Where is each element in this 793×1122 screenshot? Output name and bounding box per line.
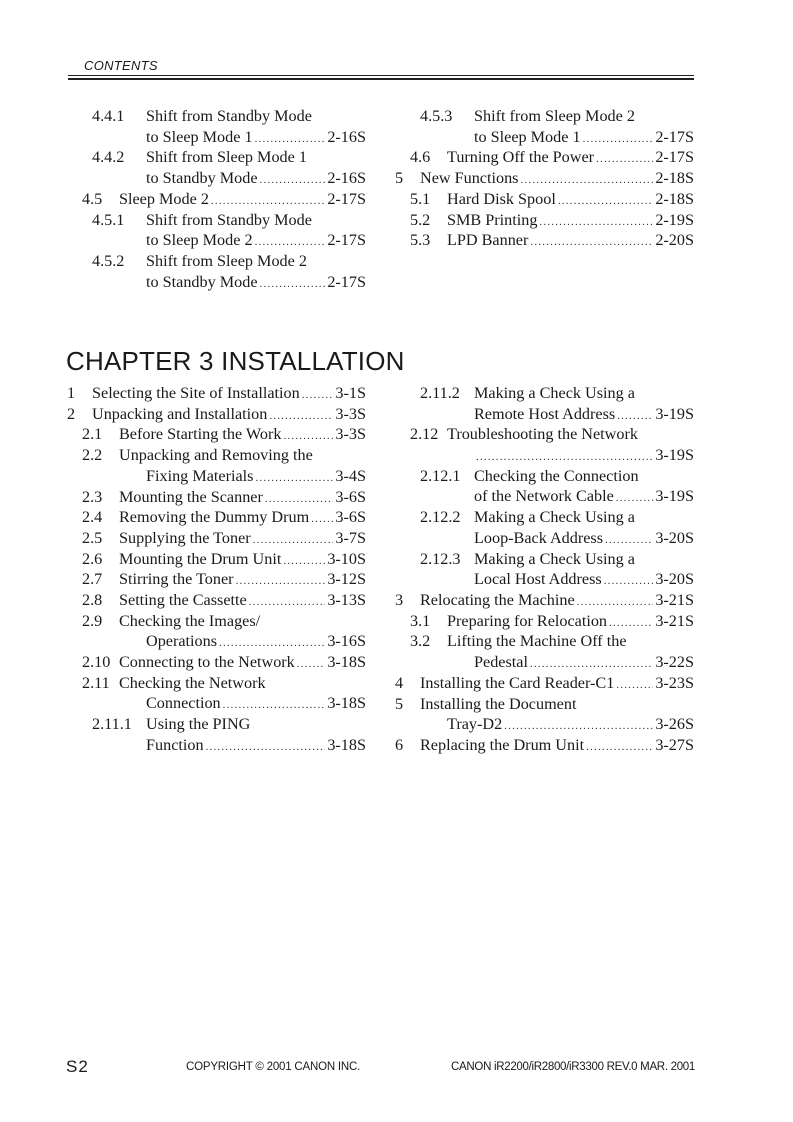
- toc-entry-page: 3-6S: [335, 487, 366, 506]
- toc-entry-number: 2: [67, 404, 76, 423]
- chapter-title: CHAPTER 3 INSTALLATION: [66, 346, 405, 376]
- toc-entry-page: 3-18S: [327, 653, 366, 672]
- toc-entry-page: 3-16S: [327, 632, 366, 651]
- toc-entry: [394, 106, 694, 147]
- toc-entry-number: 2.8: [82, 591, 103, 609]
- toc-entry-page: 3-10S: [327, 549, 366, 568]
- toc-entry-number: 4.4.1: [92, 107, 125, 125]
- toc-entry-number: 4.5: [82, 189, 103, 208]
- toc-entry-number: 4.5.2: [92, 251, 125, 270]
- toc-entry-title: to Standby Mode: [146, 272, 258, 291]
- toc-entry-number: 2.12.1: [420, 466, 461, 485]
- toc-entry-title: Mounting the Drum Unit: [119, 549, 282, 568]
- toc-entry-number: 2.12: [410, 425, 439, 444]
- toc-entry: [66, 106, 366, 147]
- toc-entry-title: to Sleep Mode 2: [146, 231, 253, 250]
- toc-entry-title: Relocating the Machine: [420, 591, 575, 609]
- toc-entry-number: 6: [395, 735, 404, 754]
- toc-entry-number: 4.4.2: [92, 148, 125, 167]
- toc-entry-title: to Sleep Mode 1: [146, 127, 253, 146]
- toc-entry-title: Preparing for Relocation: [447, 611, 608, 630]
- toc-entry-title: Shift from Standby Mode: [146, 107, 312, 125]
- toc-entry: [394, 230, 694, 251]
- toc-entry-page: 2-20S: [655, 231, 694, 250]
- toc-entry: [394, 590, 694, 611]
- toc-entry-page: 3-21S: [655, 611, 694, 630]
- dot-leader: [530, 232, 653, 253]
- toc-entry: [66, 210, 366, 251]
- toc-entry-title: Setting the Cassette: [119, 591, 247, 609]
- footer-page-number: S2: [66, 1057, 89, 1076]
- toc-entry-number: 2.1: [82, 425, 103, 444]
- toc-entry-number: 2.11.2: [420, 384, 460, 402]
- toc-entry: [66, 652, 366, 673]
- toc-entry-title: Shift from Sleep Mode 1: [146, 148, 307, 167]
- toc-entry-page: 2-16S: [327, 169, 366, 188]
- toc-entry-page: 3-13S: [327, 591, 366, 609]
- toc-entry-title: Pedestal: [474, 653, 528, 672]
- toc-entry-page: 3-23S: [655, 673, 694, 692]
- toc-entry-title: Local Host Address: [474, 570, 602, 589]
- toc-entry-title: Tray-D2: [447, 715, 503, 734]
- toc-entry-page: 3-27S: [655, 735, 694, 754]
- toc-entry-page: 2-17S: [655, 127, 694, 146]
- toc-entry-number: 5: [395, 694, 404, 713]
- toc-entry: [394, 507, 694, 548]
- toc-entry-title: Shift from Standby Mode: [146, 210, 312, 229]
- toc-entry: [66, 445, 366, 486]
- toc-entry-number: 2.2: [82, 446, 103, 465]
- toc-entry-title: Unpacking and Removing the: [119, 446, 313, 465]
- toc-entry-number: 2.9: [82, 611, 103, 630]
- toc-entry-title: Supplying the Toner: [119, 528, 251, 547]
- toc-entry-number: 2.12.2: [420, 508, 461, 527]
- toc-entry: [66, 611, 366, 652]
- toc-entry-number: 2.3: [82, 487, 103, 506]
- toc-entry-title: New Functions: [420, 169, 519, 188]
- toc-entry-number: 5.2: [410, 210, 431, 229]
- toc-entry-title: Selecting the Site of Installation: [92, 384, 300, 402]
- toc-entry-number: 2.11: [82, 673, 110, 692]
- toc-entry: [394, 189, 694, 210]
- toc-entry: [66, 147, 366, 188]
- toc-entry: [66, 590, 366, 611]
- toc-entry-page: 2-17S: [655, 148, 694, 167]
- toc-entry-title: Mounting the Scanner: [119, 487, 263, 506]
- toc-entry-page: 2-18S: [655, 169, 694, 188]
- toc-entry-title: Checking the Network: [119, 673, 266, 692]
- toc-entry-number: 3.1: [410, 611, 431, 630]
- toc-entry-title: Troubleshooting the Network: [447, 425, 638, 444]
- header-section-label: CONTENTS: [84, 58, 158, 73]
- toc-entry-title: Loop-Back Address: [474, 528, 604, 547]
- toc-entry-page: 3-6S: [335, 508, 366, 527]
- toc-entry-title: Making a Check Using a: [474, 508, 635, 527]
- toc-entry: [66, 569, 366, 590]
- toc-entry-title: Fixing Materials: [146, 466, 254, 485]
- toc-entry-title: Checking the Images/: [119, 611, 261, 630]
- toc-entry: [394, 611, 694, 632]
- toc-entry: [394, 466, 694, 507]
- toc-entry-number: 1: [67, 384, 76, 402]
- toc-entry-page: 3-4S: [335, 466, 366, 485]
- toc-entry-page: 3-18S: [327, 694, 366, 713]
- toc-entry-title: Shift from Sleep Mode 2: [474, 107, 635, 125]
- toc-entry-title: Remote Host Address: [474, 404, 616, 423]
- toc-entry: [66, 507, 366, 528]
- toc-entry: [66, 714, 366, 755]
- toc-entry: [394, 735, 694, 756]
- toc-entry-page: 3-19S: [655, 404, 694, 423]
- toc-entry-title: Turning Off the Power: [447, 148, 595, 167]
- toc-entry-title: to Sleep Mode 1: [474, 127, 581, 146]
- toc-entry: [394, 168, 694, 189]
- toc-entry-number: 4.6: [410, 148, 431, 167]
- toc-entry-page: 3-3S: [335, 425, 366, 444]
- toc-entry-number: 4.5.1: [92, 210, 125, 229]
- toc-entry: [394, 424, 694, 465]
- toc-entry-page: 3-1S: [335, 384, 366, 402]
- toc-entry: [66, 549, 366, 570]
- toc-entry: [394, 694, 694, 735]
- toc-entry-page: 2-19S: [655, 210, 694, 229]
- toc-entry-number: 2.6: [82, 549, 103, 568]
- toc-entry-title: Hard Disk Spool: [447, 189, 556, 208]
- toc-entry-page: 2-17S: [327, 189, 366, 208]
- toc-entry-number: 2.11.1: [92, 715, 132, 734]
- toc-entry: [394, 147, 694, 168]
- toc-entry-title: Before Starting the Work: [119, 425, 282, 444]
- toc-entry-title: Operations: [146, 632, 218, 651]
- toc-entry-number: 3: [395, 591, 404, 609]
- toc-entry-title: Making a Check Using a: [474, 384, 635, 402]
- toc-entry: [66, 487, 366, 508]
- toc-entry-page: 3-19S: [655, 446, 694, 465]
- toc-entry: [66, 189, 366, 210]
- toc-entry-number: 2.7: [82, 570, 103, 589]
- toc-entry-title: Lifting the Machine Off the: [447, 632, 627, 651]
- toc-entry: [66, 251, 366, 292]
- toc-entry-title: Installing the Document: [420, 694, 577, 713]
- toc-entry-title: Connection: [146, 694, 221, 713]
- dot-leader: [206, 737, 326, 758]
- footer-copyright: COPYRIGHT © 2001 CANON INC.: [186, 1061, 361, 1073]
- toc-entry: [394, 383, 694, 424]
- toc-entry-page: 2-17S: [327, 272, 366, 291]
- toc-entry: [66, 404, 366, 425]
- toc-entry-title: Shift from Sleep Mode 2: [146, 251, 307, 270]
- toc-entry-number: 4: [395, 673, 404, 692]
- toc-entry-title: Removing the Dummy Drum: [119, 508, 310, 527]
- toc-entry: [394, 673, 694, 694]
- toc-entry-title: LPD Banner: [447, 231, 529, 250]
- toc-entry-title: of the Network Cable: [474, 487, 614, 506]
- toc-entry-page: 3-7S: [335, 528, 366, 547]
- toc-entry: [66, 528, 366, 549]
- toc-entry-page: 3-26S: [655, 715, 694, 734]
- header-rule-thick: [68, 78, 694, 80]
- dot-leader: [260, 274, 326, 295]
- toc-entry-page: 3-21S: [655, 591, 694, 609]
- toc-entry-number: 2.10: [82, 653, 111, 672]
- toc-entry-title: Sleep Mode 2: [119, 189, 209, 208]
- toc-entry-page: 3-12S: [327, 570, 366, 589]
- toc-entry-number: 5.1: [410, 189, 431, 208]
- toc-entry-title: to Standby Mode: [146, 169, 258, 188]
- toc-entry-number: 5: [395, 169, 404, 188]
- dot-leader: [586, 737, 653, 758]
- toc-entry-number: 2.12.3: [420, 549, 461, 568]
- toc-entry-page: 2-17S: [327, 231, 366, 250]
- toc-entry-title: Connecting to the Network: [119, 653, 295, 672]
- toc-entry-page: 3-18S: [327, 735, 366, 754]
- toc-entry-title: SMB Printing: [447, 210, 538, 229]
- toc-entry-title: Function: [146, 735, 204, 754]
- toc-entry-page: 2-18S: [655, 189, 694, 208]
- toc-entry-number: 3.2: [410, 632, 431, 651]
- toc-entry: [66, 383, 366, 404]
- toc-entry-page: 3-3S: [335, 404, 366, 423]
- toc-entry-number: 2.4: [82, 508, 103, 527]
- toc-entry: [66, 673, 366, 714]
- toc-entry-page: 3-22S: [655, 653, 694, 672]
- toc-entry-page: 3-19S: [655, 487, 694, 506]
- toc-entry: [66, 424, 366, 445]
- toc-entry-title: Installing the Card Reader-C1: [420, 673, 615, 692]
- toc-entry-page: 3-20S: [655, 528, 694, 547]
- toc-entry-title: Replacing the Drum Unit: [420, 735, 585, 754]
- toc-entry-number: 5.3: [410, 231, 431, 250]
- toc-entry-title: Making a Check Using a: [474, 549, 635, 568]
- toc-entry-title: Using the PING: [146, 715, 251, 734]
- toc-entry-title: Checking the Connection: [474, 466, 639, 485]
- toc-entry-number: 2.5: [82, 528, 103, 547]
- toc-entry-title: Unpacking and Installation: [92, 404, 268, 423]
- toc-entry-title: Stirring the Toner: [119, 570, 234, 589]
- toc-entry-number: 4.5.3: [420, 107, 453, 125]
- toc-entry: [394, 210, 694, 231]
- toc-entry: [394, 549, 694, 590]
- footer-model-revision: CANON iR2200/iR2800/iR3300 REV.0 MAR. 2001: [451, 1061, 695, 1073]
- toc-entry-page: 2-16S: [327, 127, 366, 146]
- header-rule-thin: [68, 75, 694, 76]
- toc-entry: [394, 631, 694, 672]
- toc-entry-page: 3-20S: [655, 570, 694, 589]
